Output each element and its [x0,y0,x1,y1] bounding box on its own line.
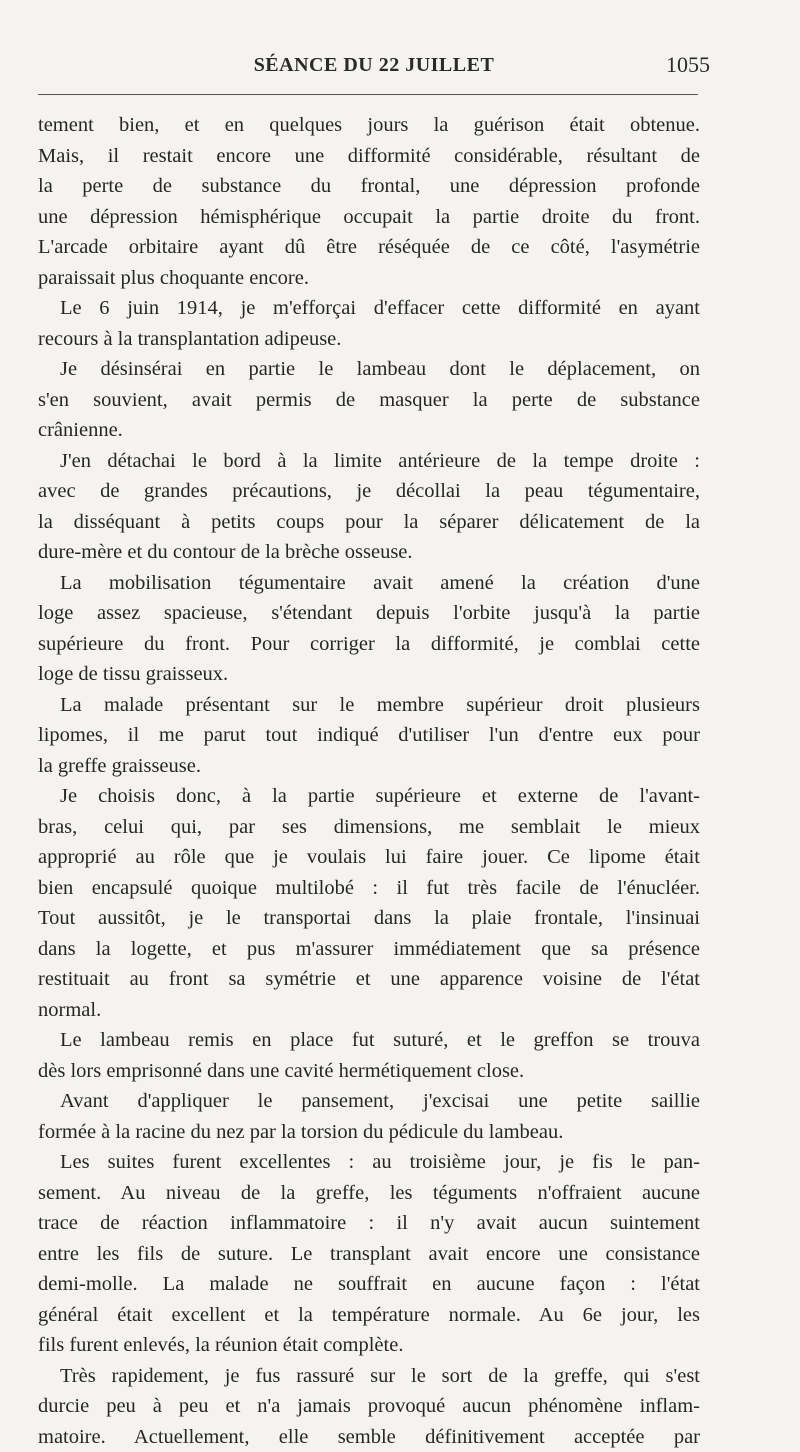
text-line: la greffe graisseuse. [38,751,700,782]
text-line: restituait au front sa symétrie et une apparence voisine de l'état [38,964,700,995]
running-head: SÉANCE DU 22 JUILLET [38,54,710,77]
page-header [38,46,710,86]
text-line: loge de tissu graisseux. [38,659,700,690]
text-line: La malade présentant sur le membre supérieur droit plusieurs [38,690,700,721]
text-line: bras, celui qui, par ses dimensions, me semblait le mieux [38,812,700,843]
text-line: demi-molle. La malade ne souffrait en aucune façon : l'état [38,1269,700,1300]
text-line: Tout aussitôt, je le transportai dans la plaie frontale, l'insinuai [38,903,700,934]
text-line: une dépression hémisphérique occupait la partie droite du front. [38,202,700,233]
text-line: Je désinsérai en partie le lambeau dont le déplacement, on [38,354,700,385]
text-line: recours à la transplantation adipeuse. [38,324,700,355]
text-line: s'en souvient, avait permis de masquer la perte de substance [38,385,700,416]
text-line: formée à la racine du nez par la torsion du pédicule du lambeau. [38,1117,700,1148]
text-line: Très rapidement, je fus rassuré sur le sort de la greffe, qui s'est [38,1361,700,1392]
text-line: tement bien, et en quelques jours la guérison était obtenue. [38,110,700,141]
page-number: 1055 [666,52,710,78]
text-line: paraissait plus choquante encore. [38,263,700,294]
header-rule [38,94,698,95]
text-line: dès lors emprisonné dans une cavité hermétiquement close. [38,1056,700,1087]
text-line: trace de réaction inflammatoire : il n'y avait aucun suintement [38,1208,700,1239]
text-line: la disséquant à petits coups pour la séparer délicatement de la [38,507,700,538]
text-line: avec de grandes précautions, je décollai la peau tégumentaire, [38,476,700,507]
text-line: durcie peu à peu et n'a jamais provoqué aucun phénomène inflam- [38,1391,700,1422]
text-line: bien encapsulé quoique multilobé : il fut très facile de l'énucléer. [38,873,700,904]
body-text [38,110,700,1452]
text-line: loge assez spacieuse, s'étendant depuis l'orbite jusqu'à la partie [38,598,700,629]
text-line: Le lambeau remis en place fut suturé, et le greffon se trouva [38,1025,700,1056]
text-line: Avant d'appliquer le pansement, j'excisai une petite saillie [38,1086,700,1117]
text-line: J'en détachai le bord à la limite antérieure de la tempe droite : [38,446,700,477]
text-line: Je choisis donc, à la partie supérieure et externe de l'avant- [38,781,700,812]
text-line: dans la logette, et pus m'assurer immédiatement que sa présence [38,934,700,965]
text-line: général était excellent et la température normale. Au 6e jour, les [38,1300,700,1331]
text-line: matoire. Actuellement, elle semble définitivement acceptée par [38,1422,700,1452]
text-line: la perte de substance du frontal, une dépression profonde [38,171,700,202]
text-line: sement. Au niveau de la greffe, les téguments n'offraient aucune [38,1178,700,1209]
text-line: La mobilisation tégumentaire avait amené la création d'une [38,568,700,599]
text-line: lipomes, il me parut tout indiqué d'utiliser l'un d'entre eux pour [38,720,700,751]
text-line: normal. [38,995,700,1026]
text-line: crânienne. [38,415,700,446]
text-line: L'arcade orbitaire ayant dû être réséquée de ce côté, l'asymétrie [38,232,700,263]
text-line: approprié au rôle que je voulais lui faire jouer. Ce lipome était [38,842,700,873]
text-line: Les suites furent excellentes : au troisième jour, je fis le pan- [38,1147,700,1178]
text-line: entre les fils de suture. Le transplant avait encore une consistance [38,1239,700,1270]
text-line: Le 6 juin 1914, je m'efforçai d'effacer cette difformité en ayant [38,293,700,324]
text-line: fils furent enlevés, la réunion était complète. [38,1330,700,1361]
text-line: dure-mère et du contour de la brèche osseuse. [38,537,700,568]
text-line: supérieure du front. Pour corriger la difformité, je comblai cette [38,629,700,660]
text-line: Mais, il restait encore une difformité considérable, résultant de [38,141,700,172]
